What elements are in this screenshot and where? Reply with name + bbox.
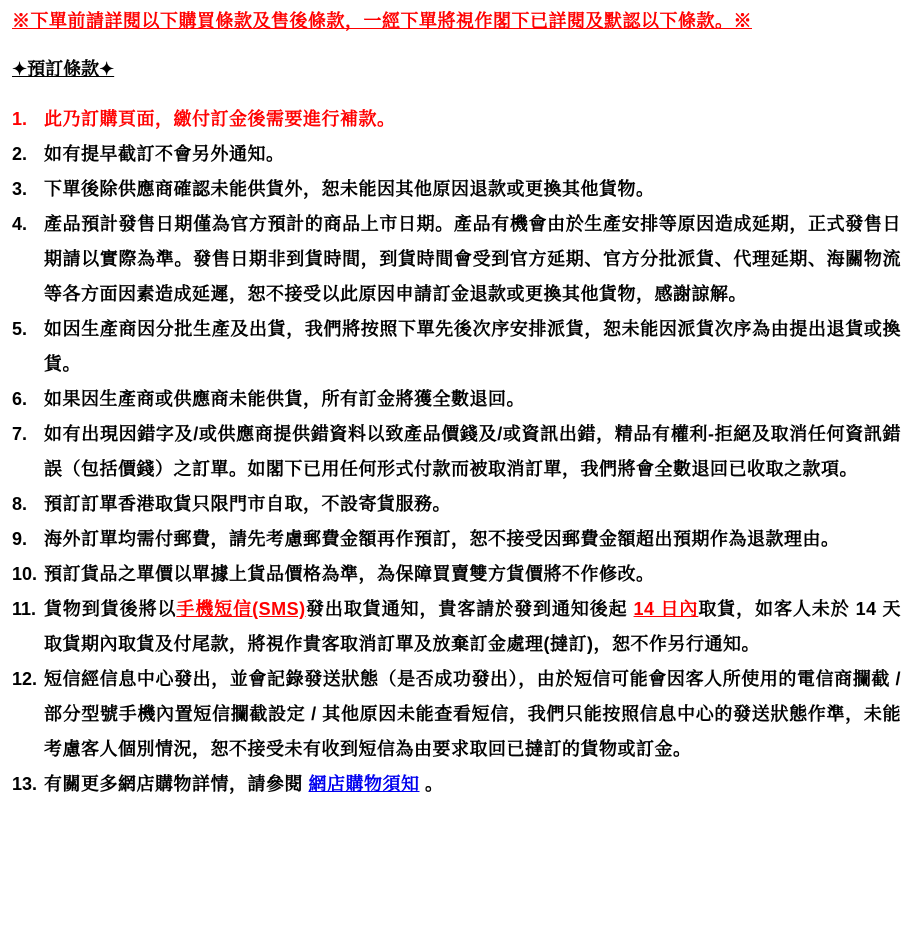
term-item-4: [12, 207, 901, 312]
text-segment: 產品預計發售日期僅為官方預計的商品上市日期。產品有機會由於生產安排等原因造成延期，正式發售日期請以實際為準。發售日期非到貨時間，到貨時間會受到官方延期、官方分批派貨、代理延期、海關物流等各方面因素造成延遲，恕不接受以此原因申請訂金退款或更換其他貨物，感謝諒解。: [44, 214, 901, 304]
text-segment: 如有提早截訂不會另外通知。: [44, 144, 285, 164]
text-segment: 。: [419, 774, 444, 794]
sms-highlight: 手機短信(SMS): [176, 599, 306, 619]
term-number: 13.: [12, 774, 38, 794]
term-text: [44, 137, 901, 172]
text-segment: 取貨，如客人未於 14 天取貨期內取貨及付尾款，將視作貴客取消訂單及放棄訂金處理(撻訂)，恕不作另行通知。: [44, 599, 902, 654]
text-segment: 如果因生產商或供應商未能供貨，所有訂金將獲全數退回。: [44, 389, 525, 409]
term-item-3: [12, 172, 901, 207]
text-segment: 發出取貨通知，貴客請於發到通知後起: [305, 599, 634, 619]
term-number: 4.: [12, 214, 28, 234]
term-number: 5.: [12, 319, 28, 339]
text-segment: 如有出現因錯字及/或供應商提供錯資料以致產品價錢及/或資訊出錯，精品有權利-拒絕及取消任何資訊錯誤（包括價錢）之訂單。如閣下已用任何形式付款而被取消訂單，我們將會全數退回已收取之款項。: [44, 424, 901, 479]
term-text: [44, 592, 901, 662]
term-text: [44, 417, 901, 487]
text-segment: 貨物到貨後將以: [44, 599, 177, 619]
term-item-11: [12, 592, 901, 662]
term-text: [44, 382, 901, 417]
term-item-10: [12, 557, 901, 592]
section-header-preorder-terms: ✦預訂條款✦: [12, 59, 115, 79]
term-number: 6.: [12, 389, 28, 409]
term-text: [44, 767, 901, 802]
term-item-9: [12, 522, 901, 557]
deadline-highlight: 14 日內: [633, 599, 699, 619]
text-segment: 如因生產商因分批生產及出貨，我們將按照下單先後次序安排派貨，恕未能因派貨次序為由提出退貨或換貨。: [44, 319, 901, 374]
text-segment: 海外訂單均需付郵費，請先考慮郵費金額再作預訂，恕不接受因郵費金額超出預期作為退款理由。: [44, 529, 840, 549]
term-text: [44, 522, 901, 557]
term-number: 12.: [12, 669, 38, 689]
term-item-1: [12, 102, 901, 137]
text-segment: 下單後除供應商確認未能供貨外，恕未能因其他原因退款或更換其他貨物。: [44, 179, 655, 199]
term-text: [44, 487, 901, 522]
term-item-7: [12, 417, 901, 487]
term-text: [44, 557, 901, 592]
term-item-13: [12, 767, 901, 802]
term-item-12: [12, 662, 901, 767]
term-item-6: [12, 382, 901, 417]
term-number: 9.: [12, 529, 28, 549]
term-number: 8.: [12, 494, 28, 514]
term-number: 1.: [12, 109, 28, 129]
terms-list: [12, 102, 901, 802]
term-text: [44, 312, 901, 382]
term-item-8: [12, 487, 901, 522]
text-segment: 預訂貨品之單價以單據上貨品價格為準，為保障買賣雙方貨價將不作修改。: [44, 564, 655, 584]
term-item-2: [12, 137, 901, 172]
text-segment: 短信經信息中心發出，並會記錄發送狀態（是否成功發出），由於短信可能會因客人所使用的電信商攔截 / 部分型號手機內置短信攔截設定 / 其他原因未能查看短信，我們只能按照信息中心的發送狀態作準，未能考慮客人個別情況，恕不接受未有收到短信為由要求取回已撻訂的貨物或訂金。: [44, 669, 901, 759]
page-title: ※下單前請詳閱以下購買條款及售後條款，一經下單將視作閣下已詳閱及默認以下條款。※: [12, 11, 752, 31]
term-item-5: [12, 312, 901, 382]
term-text: [44, 662, 901, 767]
term-number: 11.: [12, 599, 37, 619]
term-text: [44, 102, 901, 137]
store-shopping-notice-link[interactable]: 網店購物須知: [308, 774, 420, 794]
term-number: 10.: [12, 564, 38, 584]
term-text: [44, 207, 901, 312]
term-number: 2.: [12, 144, 28, 164]
term-text: [44, 172, 901, 207]
text-segment: 預訂訂單香港取貨只限門市自取，不設寄貨服務。: [44, 494, 451, 514]
term-number: 7.: [12, 424, 28, 444]
term-number: 3.: [12, 179, 28, 199]
text-segment: 有關更多網店購物詳情，請參閱: [44, 774, 309, 794]
text-segment: 此乃訂購頁面，繳付訂金後需要進行補款。: [44, 109, 396, 129]
